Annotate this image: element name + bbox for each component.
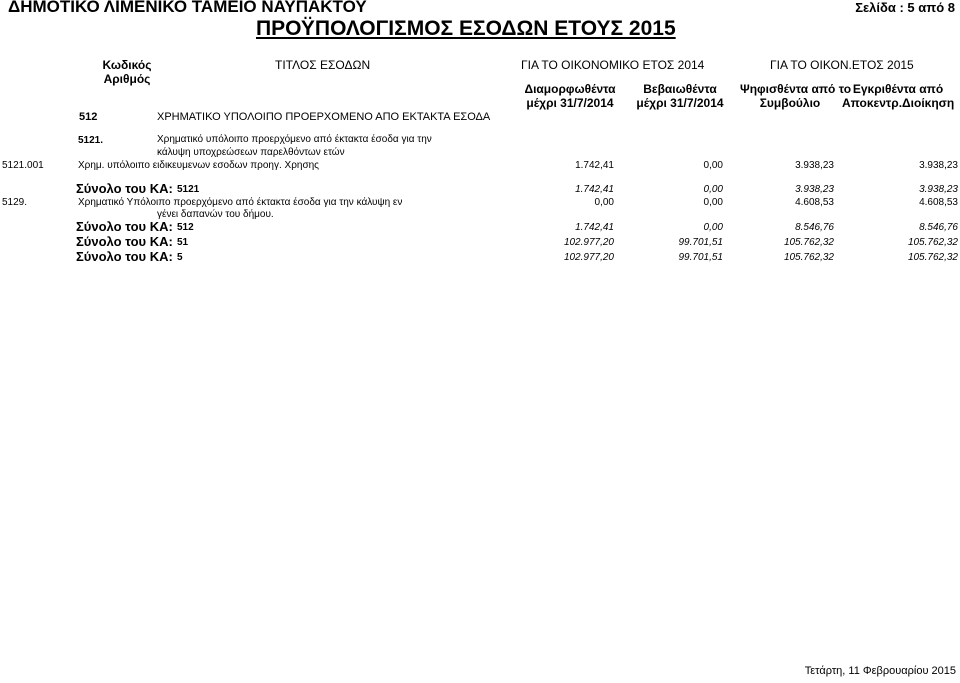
total-value-approved: 8.546,76 xyxy=(919,222,958,233)
total-value-formed: 102.977,20 xyxy=(563,237,614,248)
column-header-formed xyxy=(520,82,620,110)
column-header-code xyxy=(92,58,162,86)
column-header-formed-line2: μέχρι 31/7/2014 xyxy=(526,96,614,110)
total-label: Σύνολο του ΚΑ: xyxy=(76,219,173,234)
subgroup-title-line1: Χρηματικό υπόλοιπο προερχόμενο από έκτακτα έσοδα για την xyxy=(157,134,432,145)
total-code: 5 xyxy=(177,252,183,263)
total-value-voted: 8.546,76 xyxy=(795,222,834,233)
column-header-voted-line2: Συμβούλιο xyxy=(759,96,821,110)
total-value-voted: 3.938,23 xyxy=(795,184,834,195)
total-label: Σύνολο του ΚΑ: xyxy=(76,181,173,196)
column-header-code-line2: Αριθμός xyxy=(103,72,151,86)
total-label: Σύνολο του ΚΑ: xyxy=(76,234,173,249)
row-value-formed: 1.742,41 xyxy=(575,160,614,171)
row-value-voted: 3.938,23 xyxy=(795,160,834,171)
organization-name: ΔΗΜΟΤΙΚΟ ΛΙΜΕΝΙΚΟ ΤΑΜΕΙΟ ΝΑΥΠΑΚΤΟΥ xyxy=(8,0,367,16)
row-code: 5121.001 xyxy=(2,160,44,171)
subgroup-title xyxy=(157,133,432,159)
total-value-formed: 102.977,20 xyxy=(563,252,614,263)
row-title-line2: γένει δαπανών του δήμου. xyxy=(157,209,274,220)
total-value-voted: 105.762,32 xyxy=(783,237,834,248)
column-header-approved-line1: Εγκριθέντα από xyxy=(852,82,944,96)
total-value-formed: 1.742,41 xyxy=(575,184,614,195)
column-header-title: ΤΙΤΛΟΣ ΕΣΟΔΩΝ xyxy=(275,58,371,72)
column-header-confirmed-line1: Βεβαιωθέντα xyxy=(643,82,717,96)
row-title: Χρημ. υπόλοιπο ειδικευμενων εσοδων προηγ. Χρησης xyxy=(78,160,319,171)
total-code: 51 xyxy=(177,237,189,248)
row-value-approved: 3.938,23 xyxy=(919,160,958,171)
column-header-formed-line1: Διαμορφωθέντα xyxy=(524,82,616,96)
subgroup-code: 5121. xyxy=(78,135,104,146)
row-value-formed: 0,00 xyxy=(594,197,614,208)
row-title-line1: Χρηματικό Υπόλοιπο προερχόμενο από έκτακτα έσοδα για την κάλυψη εν xyxy=(78,197,403,208)
row-value-voted: 4.608,53 xyxy=(795,197,834,208)
column-header-fy-2014: ΓΙΑ ΤΟ ΟΙΚΟΝΟΜΙΚΟ ΕΤΟΣ 2014 xyxy=(521,58,705,72)
total-value-approved: 3.938,23 xyxy=(919,184,958,195)
column-header-voted-line1: Ψηφισθέντα από το xyxy=(740,82,852,96)
group-title: ΧΡΗΜΑΤΙΚΟ ΥΠΟΛΟΙΠΟ ΠΡΟΕΡΧΟΜΕΝΟ ΑΠΟ ΕΚΤΑΚΤΑ ΕΣΟΔΑ xyxy=(157,111,491,123)
page-number: Σελίδα : 5 από 8 xyxy=(855,0,955,15)
row-code: 5129. xyxy=(2,197,28,208)
column-header-approved xyxy=(842,82,954,110)
total-value-confirmed: 99.701,51 xyxy=(678,252,723,263)
column-header-fy-2015: ΓΙΑ ΤΟ ΟΙΚΟΝ.ΕΤΟΣ 2015 xyxy=(770,58,914,72)
column-header-approved-line2: Αποκεντρ.Διοίκηση xyxy=(842,96,955,110)
row-value-approved: 4.608,53 xyxy=(919,197,958,208)
total-code: 5121 xyxy=(177,184,200,195)
group-code: 512 xyxy=(79,111,98,123)
total-value-confirmed: 0,00 xyxy=(703,222,723,233)
subgroup-title-line2: κάλυψη υποχρεώσεων παρελθόντων ετών xyxy=(157,147,345,158)
column-header-confirmed-line2: μέχρι 31/7/2014 xyxy=(636,96,724,110)
column-header-voted xyxy=(740,82,852,110)
column-header-code-line1: Κωδικός xyxy=(102,58,152,72)
row-value-confirmed: 0,00 xyxy=(703,197,723,208)
column-header-confirmed xyxy=(630,82,730,110)
document-title: ΠΡΟΫΠΟΛΟΓΙΣΜΟΣ ΕΣΟΔΩΝ ΕΤΟΥΣ 2015 xyxy=(256,17,676,40)
total-label: Σύνολο του ΚΑ: xyxy=(76,249,173,264)
total-value-confirmed: 0,00 xyxy=(703,184,723,195)
total-value-approved: 105.762,32 xyxy=(907,237,958,248)
row-value-confirmed: 0,00 xyxy=(703,160,723,171)
total-code: 512 xyxy=(177,222,194,233)
total-value-approved: 105.762,32 xyxy=(907,252,958,263)
footer-date: Τετάρτη, 11 Φεβρουαρίου 2015 xyxy=(804,665,956,677)
total-value-formed: 1.742,41 xyxy=(575,222,614,233)
total-value-confirmed: 99.701,51 xyxy=(678,237,723,248)
total-value-voted: 105.762,32 xyxy=(783,252,834,263)
